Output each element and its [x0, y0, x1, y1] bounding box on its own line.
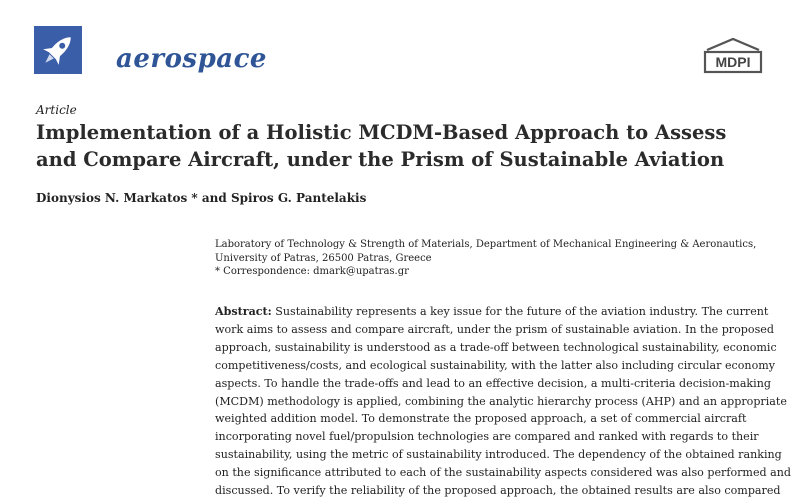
author-list: Dionysios N. Markatos * and Spiros G. Pantelakis	[36, 191, 367, 205]
publisher-name: MDPI	[715, 54, 751, 70]
correspondence-line: * Correspondence: dmark@upatras.gr	[215, 266, 409, 277]
abstract-line: work aims to assess and compare aircraft, under the prism of sustainable aviation. In the proposed	[215, 322, 774, 336]
abstract-line: (MCDM) methodology is applied, combining the analytic hierarchy process (AHP) and an appropriate	[215, 394, 787, 408]
abstract-text: Sustainability represents a key issue for the future of the aviation industry. The current	[275, 305, 769, 318]
abstract	[215, 303, 792, 500]
journal-name: aerospace	[116, 44, 267, 74]
abstract-line: sustainability, using the metric of sustainability introduced. The dependency of the obtained ranking	[215, 448, 782, 462]
abstract-label: Abstract:	[215, 305, 272, 318]
abstract-line: competitiveness/costs, and ecological sustainability, with the latter also including circular economy	[215, 358, 776, 372]
article-type: Article	[36, 103, 77, 117]
rocket-icon	[34, 26, 82, 74]
abstract-line: on the significance attributed to each of the sustainability aspects considered was also performed and	[215, 466, 792, 480]
abstract-line: approach, sustainability is understood as a trade-off between technological sustainability, economic	[215, 340, 777, 354]
title-line: and Compare Aircraft, under the Prism of Sustainable Aviation	[36, 148, 725, 171]
abstract-line: incorporating novel fuel/propulsion technologies are compared and ranked with regards to their	[215, 430, 759, 444]
mdpi-logo-icon	[701, 36, 765, 76]
title-line: Implementation of a Holistic MCDM-Based Approach to Assess	[36, 121, 727, 144]
article-title	[36, 119, 776, 173]
abstract-line	[215, 303, 775, 321]
abstract-line: aspects. To handle the trade-offs and lead to an effective decision, a multi-criteria decision-making	[215, 376, 771, 390]
affiliation-line: Laboratory of Technology & Strength of Materials, Department of Mechanical Engineering & Aeronautics,	[215, 239, 757, 250]
affiliation-block	[215, 238, 775, 279]
abstract-line: weighted addition model. To demonstrate the proposed approach, a set of commercial aircraft	[215, 412, 747, 426]
affiliation-line: University of Patras, 26500 Patras, Greece	[215, 252, 432, 264]
journal-header	[30, 20, 770, 80]
abstract-line: discussed. To verify the reliability of the proposed approach, the obtained results are also compared	[215, 484, 781, 498]
